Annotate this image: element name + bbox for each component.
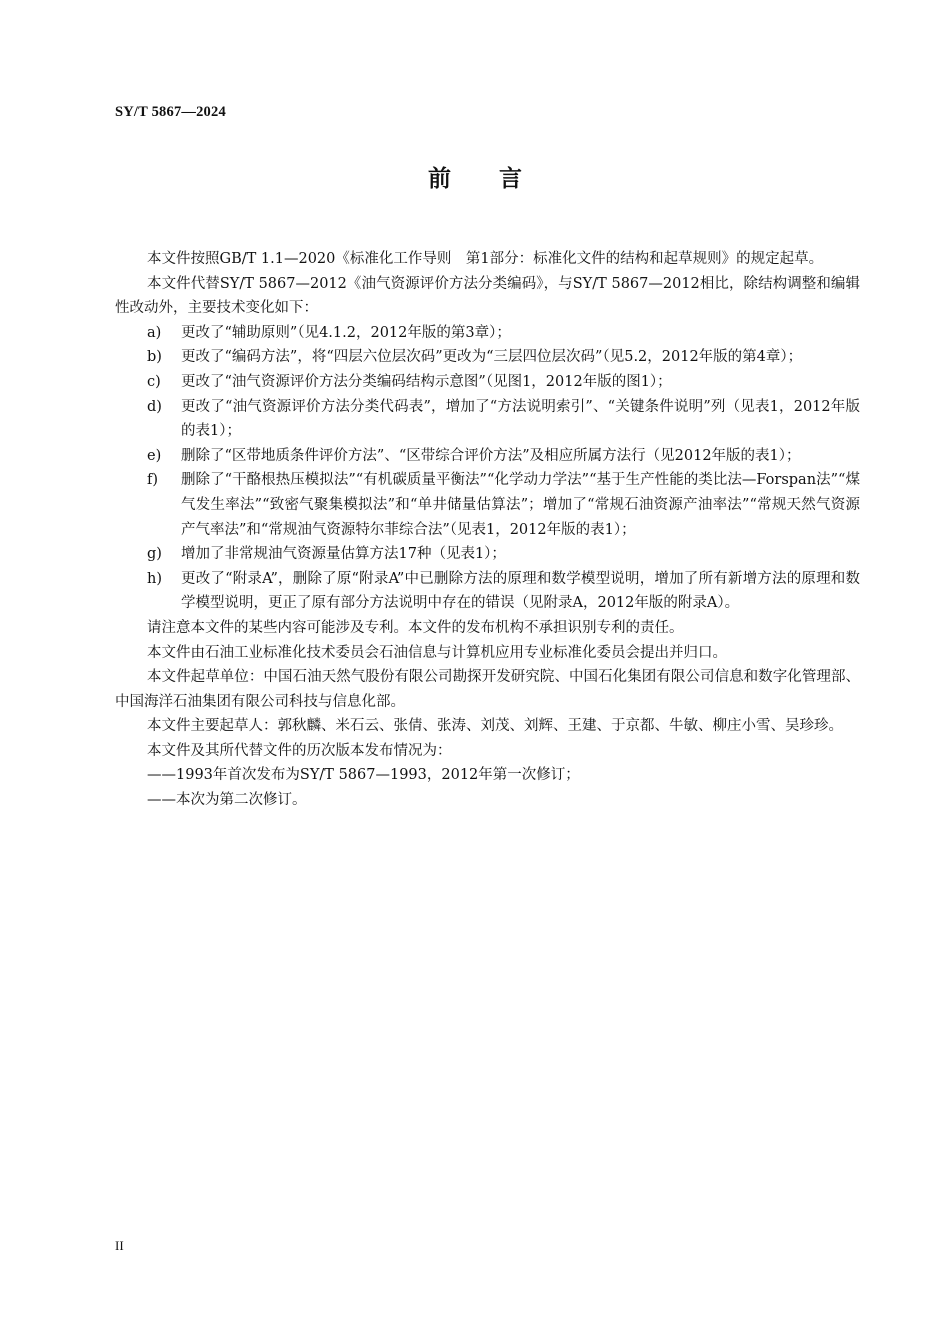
list-item <box>115 395 860 444</box>
changes-list <box>115 321 860 616</box>
list-marker: b) <box>147 349 162 366</box>
list-item-text: 更改了“附录A”，删除了原“附录A”中已删除方法的原理和数学模型说明，增加了所有新增方法的原理和数学模型说明，更正了原有部分方法说明中存在的错误（见附录A，2012年版的附录A）。 <box>181 570 860 612</box>
list-item <box>115 444 860 469</box>
list-item-text: 更改了“编码方法”，将“四层六位层次码”更改为“三层四位层次码”（见5.2，2012年版的第4章）； <box>181 349 803 366</box>
list-marker: a) <box>147 324 162 341</box>
paragraph-drafters: 本文件主要起草人：郭秋麟、米石云、张倩、张涛、刘茂、刘辉、王建、于京都、牛敏、柳庄小雪、吴珍珍。 <box>147 718 843 735</box>
paragraph-drafting-units: 本文件起草单位：中国石油天然气股份有限公司勘探开发研究院、中国石化集团有限公司信息和数字化管理部、中国海洋石油集团有限公司科技与信息化部。 <box>115 669 860 710</box>
paragraph-drafting-basis: 本文件按照GB/T 1.1—2020《标准化工作导则 第1部分：标准化文件的结构和起草规则》的规定起草。 <box>147 251 824 267</box>
title-char-1: 前 <box>428 166 451 192</box>
list-marker: c) <box>147 373 161 390</box>
list-marker: d) <box>147 398 162 415</box>
list-item-text: 更改了“油气资源评价方法分类编码结构示意图”（见图1，2012年版的图1）； <box>181 373 672 390</box>
paragraph-proposer: 本文件由石油工业标准化技术委员会石油信息与计算机应用专业标准化委员会提出并归口。 <box>147 644 727 661</box>
list-item-text: 更改了“辅助原则”（见4.1.2，2012年版的第3章）； <box>181 324 511 341</box>
list-marker: g) <box>147 546 162 563</box>
list-item <box>115 345 860 370</box>
list-marker: f) <box>147 472 159 489</box>
list-item-text: 更改了“油气资源评价方法分类代码表”，增加了“方法说明索引”、“关键条件说明”列（见表1，2012年版的表1）； <box>181 398 860 440</box>
list-item <box>115 567 860 616</box>
list-marker: h) <box>147 570 162 587</box>
paragraph-patent-notice: 请注意本文件的某些内容可能涉及专利。本文件的发布机构不承担识别专利的责任。 <box>147 619 684 636</box>
list-item <box>115 468 860 542</box>
title-char-2: 言 <box>499 166 522 192</box>
list-item-text: 删除了“区带地质条件评价方法”、“区带综合评价方法”及相应所属方法行（见2012年版的表1）； <box>181 447 801 464</box>
list-item <box>115 370 860 395</box>
history-item: ——1993年首次发布为SY/T 5867—1993，2012年第一次修订； <box>147 767 580 784</box>
list-item-text: 删除了“干酪根热压模拟法”“有机碳质量平衡法”“化学动力学法”“基于生产性能的类比法—Forspan法”“煤气发生率法”“致密气聚集模拟法”和“单井储量估算法”；增加了“常规石油资源产油率法”“常规天然气资源产气率法”和“常规油气资源特尔菲综合法”（见表1，2012年版的表1）； <box>181 472 860 538</box>
foreword-body <box>115 247 860 813</box>
paragraph-history-intro: 本文件及其所代替文件的历次版本发布情况为： <box>147 742 452 759</box>
standard-code: SY/T 5867—2024 <box>115 104 226 120</box>
list-item <box>115 321 860 346</box>
list-item <box>115 542 860 567</box>
paragraph-replacement-note: 本文件代替SY/T 5867—2012《油气资源评价方法分类编码》，与SY/T 5867—2012相比，除结构调整和编辑性改动外，主要技术变化如下： <box>115 275 860 317</box>
page-number: II <box>115 1238 124 1253</box>
section-title <box>0 160 950 193</box>
list-marker: e) <box>147 447 162 464</box>
list-item-text: 增加了非常规油气资源量估算方法17种（见表1）； <box>181 546 506 563</box>
history-item: ——本次为第二次修订。 <box>147 792 307 809</box>
